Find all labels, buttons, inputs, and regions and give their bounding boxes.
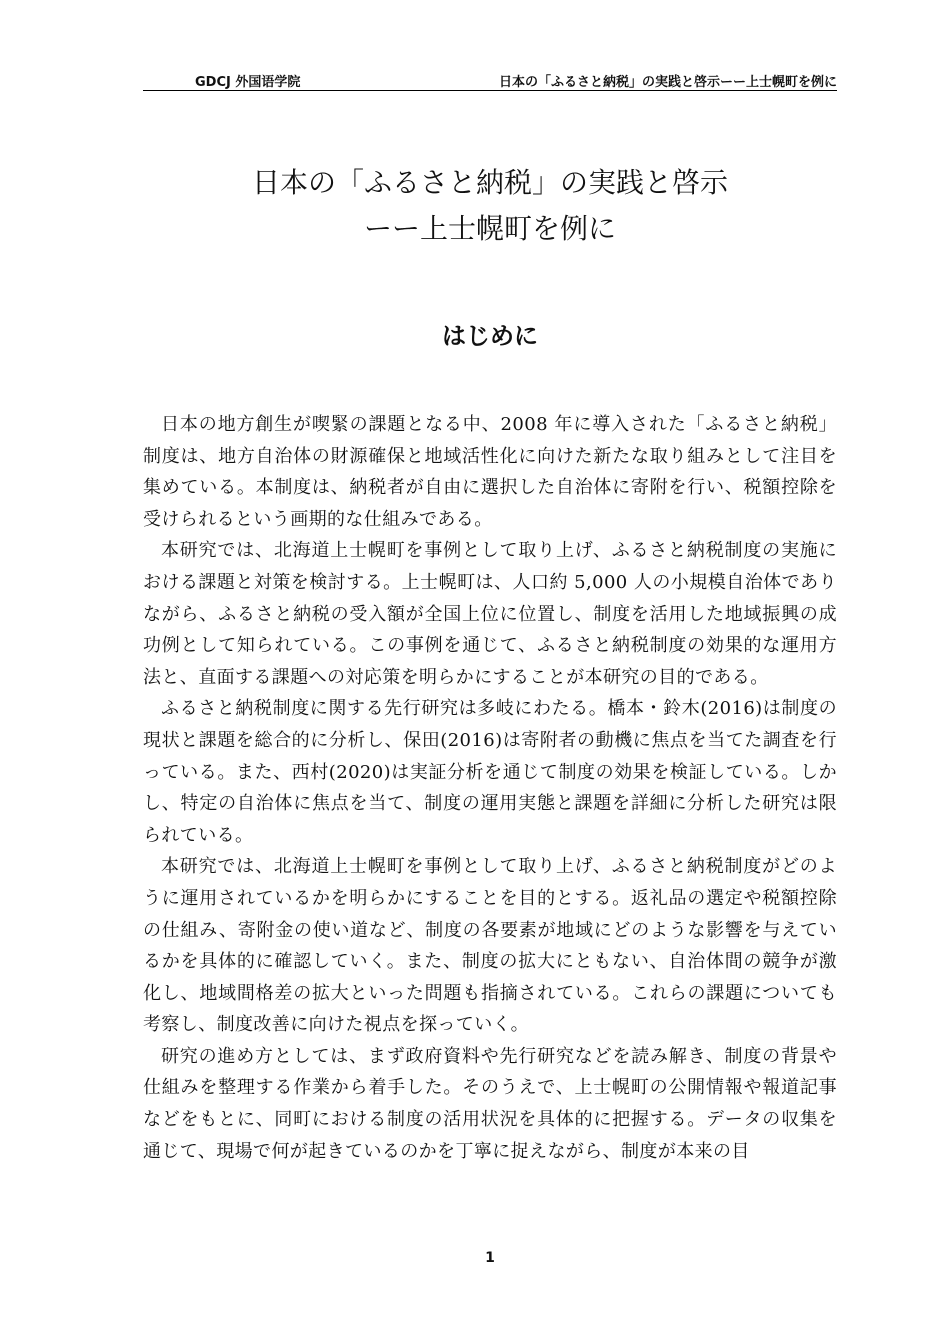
paper-title-line-1: 日本の「ふるさと納税」の実践と啓示 bbox=[251, 166, 728, 199]
paragraph: ふるさと納税制度に関する先行研究は多岐にわたる。橋本・鈴木(2016)は制度の現状と課題を総合的に分析し、保田(2016)は寄附者の動機に焦点を当てた調査を行っている。また、西村(2020)は実証分析を通じて制度の効果を検証している。しかし、特定の自治体に焦点を当て、制度の運用実態と課題を詳細に分析した研究は限られている。 bbox=[143, 698, 837, 846]
paragraph: 日本の地方創生が喫緊の課題となる中、2008 年に導入された「ふるさと納税」制度は、地方自治体の財源確保と地域活性化に向けた新たな取り組みとして注目を集めている。本制度は、納税者が自由に選択した自治体に寄附を行い、税額控除を受けられるという画期的な仕組みである。 bbox=[143, 414, 837, 530]
paper-title-line-2: ーー上士幌町を例に bbox=[363, 212, 616, 245]
paragraph: 本研究では、北海道上士幌町を事例として取り上げ、ふるさと納税制度の実施における課題と対策を検討する。上士幌町は、人口約 5,000 人の小規模自治体でありながら、ふるさと納税の受入額が全国上位に位置し、制度を活用した地域振興の成功例として知られている。この事例を通じて、ふるさと納税制度の効果的な運用方法と、直面する課題への対応策を明らかにすることが本研究の目的である。 bbox=[143, 540, 837, 688]
paragraph: 本研究では、北海道上士幌町を事例として取り上げ、ふるさと納税制度がどのように運用されているかを明らかにすることを目的とする。返礼品の選定や税額控除の仕組み、寄附金の使い道など、制度の各要素が地域にどのような影響を与えているかを具体的に確認していく。また、制度の拡大にともない、自治体間の競争が激化し、地域間格差の拡大といった問題も指摘されている。これらの課題についても考察し、制度改善に向けた視点を探っていく。 bbox=[143, 856, 837, 1036]
body-text bbox=[143, 409, 837, 1167]
page-number: 1 bbox=[485, 1250, 495, 1266]
header-institution: GDCJ 外国语学院 bbox=[195, 75, 301, 90]
paper-title bbox=[143, 160, 837, 252]
running-header bbox=[143, 68, 837, 91]
header-paper-title: 日本の「ふるさと納税」の実践と啓示ーー上士幌町を例に bbox=[498, 75, 837, 90]
paragraph: 研究の進め方としては、まず政府資料や先行研究などを読み解き、制度の背景や仕組みを整理する作業から着手した。そのうえで、上士幌町の公開情報や報道記事などをもとに、同町における制度の活用状況を具体的に把握する。データの収集を通じて、現場で何が起きているのかを丁寧に捉えながら、制度が本来の目 bbox=[143, 1045, 837, 1162]
section-heading-introduction: はじめに bbox=[442, 322, 538, 350]
